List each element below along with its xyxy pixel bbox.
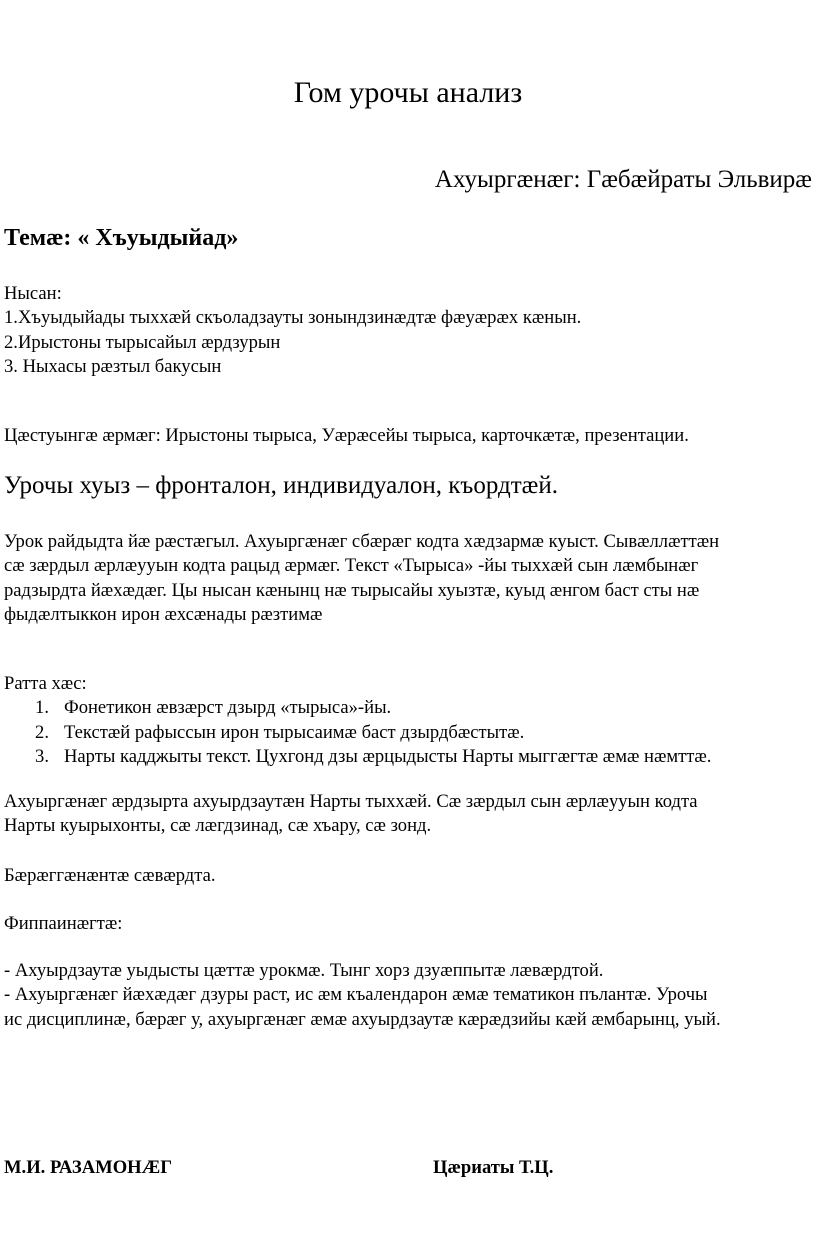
ratta-section <box>4 672 814 769</box>
list-text: Фонетикон æвзæрст дзырд «тырыса»-йы. <box>64 697 392 719</box>
bararg-text: Бæрæггæнæнтæ сæвæрдта. <box>4 865 216 886</box>
fippainagta-heading-block <box>4 912 814 936</box>
ratta-heading: Ратта хæс: <box>4 673 87 694</box>
intro-line: фыдæлтыккон ирон æхсæнады рæзтимæ <box>4 603 323 625</box>
goals-heading: Нысан: <box>4 283 62 304</box>
intro-paragraph <box>4 530 814 627</box>
list-number: 3. <box>35 745 49 767</box>
intro-line: сæ зæрдыл æрлæууын кодта рацыд æрмæг. Текст «Тырыса» -йы тыххæй сын лæмбынæг <box>4 555 699 577</box>
bararg-paragraph <box>4 864 814 888</box>
narty-line: Ахуыргæнæг æрдзырта ахуырдзаутæн Нарты тыххæй. Сæ зæрдыл сын æрлæууын кодта <box>4 791 698 812</box>
fippainagta-line: ис дисциплинæ, бæрæг у, ахуыргæнæг æмæ ахуырдзаутæ кæрæдзийы кæй æмбарынц, уый. <box>4 1008 721 1030</box>
intro-line: радзырдта йæхæдæг. Цы нысан кæнынц нæ тырысайы хуызтæ, куыд æнгом баст сты нæ <box>4 579 700 601</box>
lesson-type: Урочы хуыз – фронталон, индивидуалон, къордтæй. <box>4 472 558 499</box>
fippainagta-line: - Ахуырдзаутæ уыдысты цæттæ урокмæ. Тынг хорз дзуæппытæ лæвæрдтой. <box>4 960 604 981</box>
goal-item: 3. Ныхасы рæзтыл бакусын <box>4 355 222 377</box>
equipment-section <box>4 424 814 448</box>
goal-item: 2.Ирыстоны тырысайыл æрдзурын <box>4 331 281 353</box>
list-number: 1. <box>35 697 49 719</box>
goals-section <box>4 282 814 379</box>
list-item <box>4 745 814 769</box>
fippainagta-heading: Фиппаинæгтæ: <box>4 913 123 934</box>
list-text: Нарты кадджыты текст. Цухгонд дзы æрцыдысты Нарты мыггæгтæ æмæ нæмттæ. <box>64 745 712 767</box>
signature-left: М.И. РАЗАМОНÆГ <box>4 1157 173 1178</box>
teacher-line: Ахуыргæнæг: Гæбæйраты Эльвирæ <box>434 166 812 193</box>
narty-line: Нарты куырыхонты, сæ лæгдзинад, сæ хъару, сæ зонд. <box>4 815 432 837</box>
topic-heading: Темæ: « Хъуыдыйад» <box>4 225 239 251</box>
equipment-text: Цæстуынгæ æрмæг: Ирыстоны тырыса, Уæрæсейы тырыса, карточкæтæ, презентации. <box>4 425 689 446</box>
list-item <box>4 696 814 720</box>
list-number: 2. <box>35 721 49 743</box>
intro-line: Урок райдыдта йæ рæстæгыл. Ахуыргæнæг сбæрæг кодта хæдзармæ куыст. Сывæллæттæн <box>4 531 720 552</box>
fippainagta-line: - Ахуыргæнæг йæхæдæг дзуры раст, ис æм къалендарон æмæ тематикон пълантæ. Урочы <box>4 984 708 1006</box>
narty-paragraph <box>4 790 814 839</box>
goal-item: 1.Хъуыдыйады тыххæй скъоладзауты зонындзинæдтæ фæуæрæх кæнын. <box>4 307 582 329</box>
ratta-list <box>4 696 814 769</box>
fippainagta-section <box>4 959 814 1032</box>
signature-right: Цæриаты Т.Ц. <box>433 1157 554 1178</box>
list-item <box>4 721 814 745</box>
list-text: Текстæй рафыссын ирон тырысаимæ баст дзырдбæстытæ. <box>64 721 525 743</box>
document-title: Гом урочы анализ <box>293 76 523 109</box>
